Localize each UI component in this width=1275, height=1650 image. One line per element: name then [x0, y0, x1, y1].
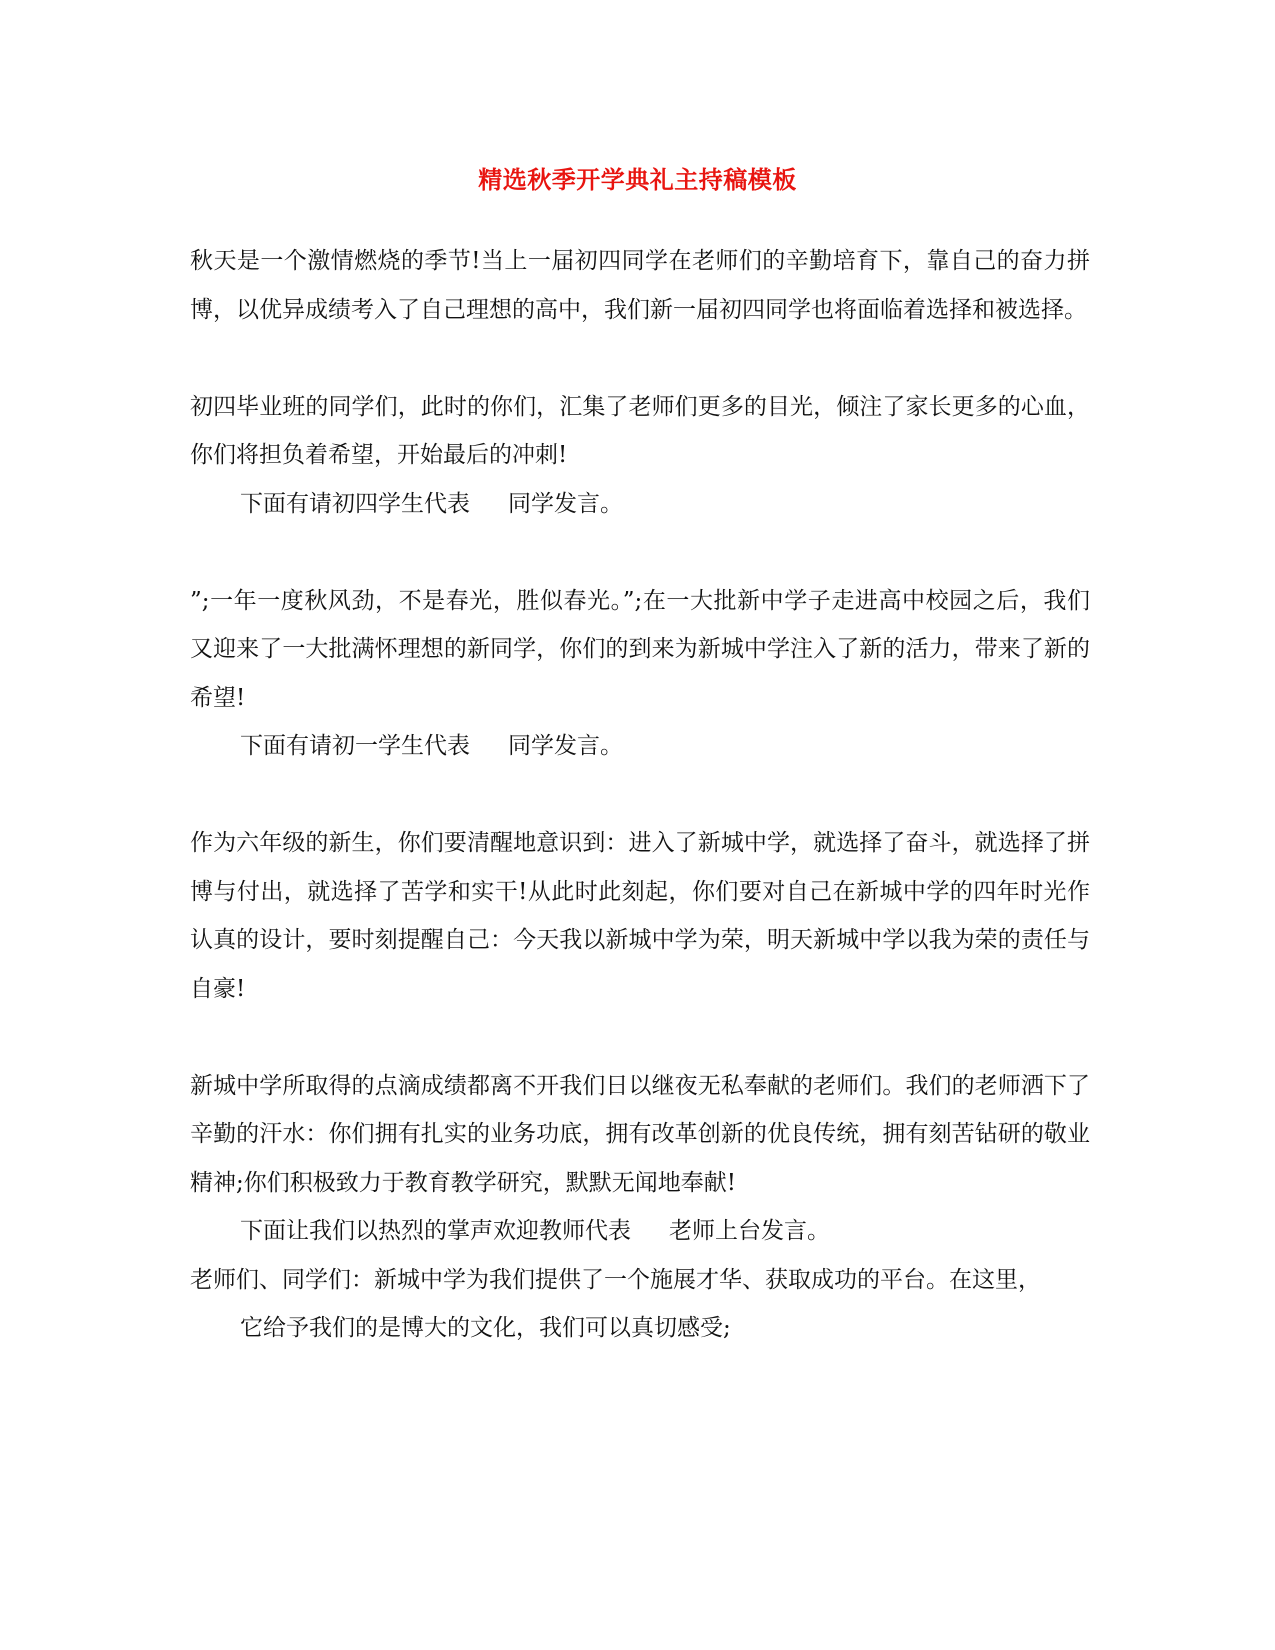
speaker-outro-text: 同学发言。	[508, 490, 623, 517]
speaker-outro-text: 同学发言。	[508, 733, 623, 759]
paragraph-spacer	[190, 334, 1090, 383]
paragraph-spacer	[190, 528, 1090, 577]
paragraph-autumn-wind: ”;一年一度秋风劲，不是春光，胜似春光。”;在一大批新中学子走进高中校园之后，我们又迎来了一大批满怀理想的新同学，你们的到来为新城中学注入了新的活力，带来了新的希望!	[190, 587, 1090, 711]
speaker-intro-text: 下面有请初一学生代表	[240, 733, 470, 759]
paragraph-spacer	[190, 771, 1090, 820]
paragraph-culture: 它给予我们的是博大的文化，我们可以真切感受;	[240, 1315, 731, 1341]
paragraph-autumn-intro: 秋天是一个激情燃烧的季节!当上一届初四同学在老师们的辛勤培育下，靠自己的奋力拼博，以优异成绩考入了自己理想的高中，我们新一届初四同学也将面临着选择和被选择。	[190, 248, 1090, 323]
paragraph-spacer	[190, 1013, 1090, 1062]
document-title: 精选秋季开学典礼主持稿模板	[478, 165, 797, 194]
paragraph-grade-four-speaker	[190, 480, 1090, 529]
paragraph-platform: 老师们、同学们：新城中学为我们提供了一个施展才华、获取成功的平台。在这里，	[190, 1266, 1041, 1293]
paragraph-grade-six: 作为六年级的新生，你们要清醒地意识到：进入了新城中学，就选择了奋斗，就选择了拼博与付出，就选择了苦学和实干!从此时此刻起，你们要对自己在新城中学的四年时光作认真的设计，要时刻提醒自己：今天我以新城中学为荣，明天新城中学以我为荣的责任与自豪!	[190, 830, 1090, 1002]
speaker-intro-text: 下面有请初四学生代表	[240, 490, 470, 517]
speaker-intro-text: 下面让我们以热烈的掌声欢迎教师代表	[240, 1218, 631, 1244]
paragraph-grade-one-speaker	[190, 722, 1090, 771]
document-body	[190, 237, 1090, 1353]
speaker-outro-text: 老师上台发言。	[669, 1218, 830, 1244]
paragraph-teacher-speaker	[190, 1207, 1090, 1256]
paragraph-teachers: 新城中学所取得的点滴成绩都离不开我们日以继夜无私奉献的老师们。我们的老师洒下了辛勤的汗水：你们拥有扎实的业务功底，拥有改革创新的优良传统，拥有刻苦钻研的敬业精神;你们积极致力于教育教学研究，默默无闻地奉献!	[190, 1072, 1090, 1196]
paragraph-grade-four: 初四毕业班的同学们，此时的你们，汇集了老师们更多的目光，倾注了家长更多的心血，你们将担负着希望，开始最后的冲刺!	[190, 393, 1090, 468]
